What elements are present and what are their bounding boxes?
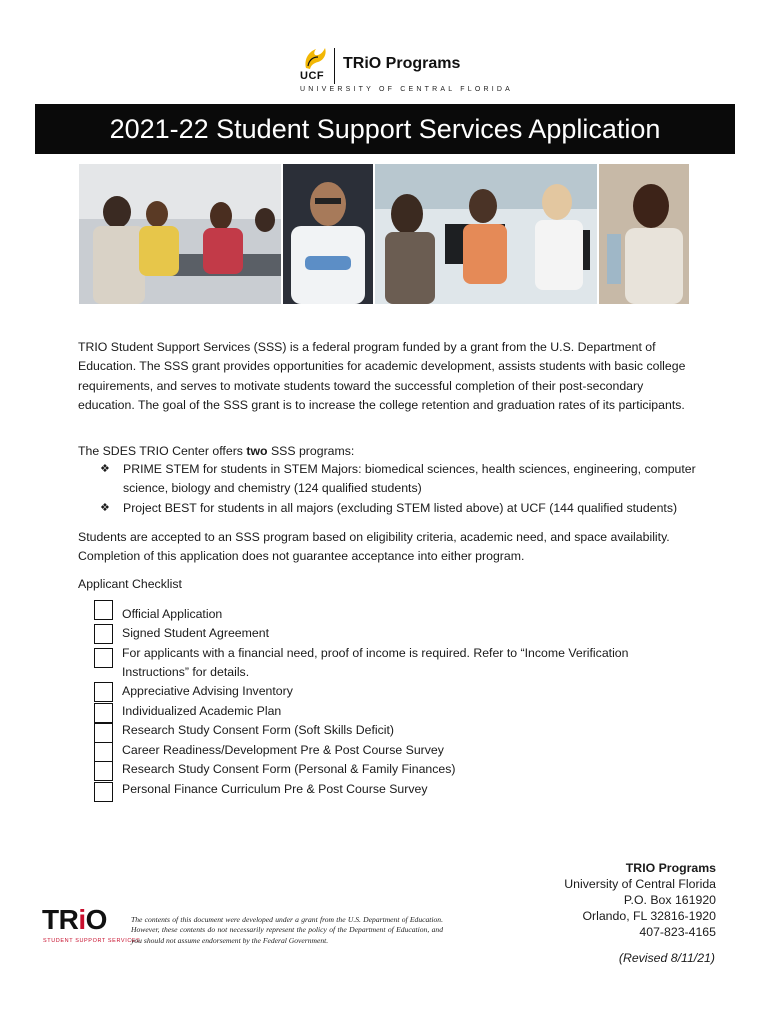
trio-sss-logo (42, 904, 141, 948)
checklist-item-label: Research Study Consent Form (Personal & Family Finances) (122, 762, 456, 776)
list-item (100, 460, 700, 499)
acceptance-paragraph: Students are accepted to an SSS program based on eligibility criteria, academic need, and space availability. Completion of this application does not guarantee acceptance into either program. (78, 530, 670, 564)
programs-intro-prefix: The SDES TRIO Center offers (78, 444, 247, 458)
university-line: UNIVERSITY OF CENTRAL FLORIDA (300, 86, 513, 93)
federal-disclaimer: The contents of this document were developed under a grant from the U.S. Department of Education. However, these contents do not necessarily represent the policy of the Department of Education, and you should not assume endorsement by the Federal Government. (131, 915, 443, 945)
address-line: Orlando, FL 32816-1920 (582, 909, 716, 923)
checklist-item-label: Signed Student Agreement (122, 626, 269, 640)
logo-divider (334, 48, 335, 84)
checkbox-finance-survey[interactable] (94, 782, 113, 802)
trio-logo-subtitle: STUDENT SUPPORT SERVICES (43, 938, 141, 944)
address-line: University of Central Florida (564, 877, 716, 891)
checklist-item-label: For applicants with a financial need, proof of income is required. Refer to “Income Verification (122, 646, 629, 660)
checkbox-academic-plan[interactable] (94, 703, 113, 723)
programs-intro-suffix: SSS programs: (267, 444, 355, 458)
program-name: TRiO Programs (343, 55, 461, 72)
programs-intro (78, 442, 688, 461)
checkbox-career-survey[interactable] (94, 742, 113, 762)
photo-lab-student (283, 164, 373, 304)
ucf-text: UCF (300, 70, 325, 82)
program-text: PRIME STEM for students in STEM Majors: biomedical sciences, health sciences, engineering, computer science, biology and chemistry (124 qualified students) (123, 462, 696, 496)
photo-students-studying (79, 164, 281, 304)
checklist-item-label: Career Readiness/Development Pre & Post Course Survey (122, 743, 444, 757)
checklist-item-label: Appreciative Advising Inventory (122, 684, 293, 698)
checklist-item-label: Personal Finance Curriculum Pre & Post Course Survey (122, 782, 428, 796)
diamond-bullet-icon: ❖ (100, 501, 110, 514)
address-line: P.O. Box 161920 (623, 893, 716, 907)
mailing-address (520, 860, 716, 940)
programs-list (100, 460, 700, 518)
program-text: Project BEST for students in all majors (excluding STEM listed above) at UCF (144 qualified students) (123, 500, 678, 515)
checkbox-proof-of-income[interactable] (94, 648, 113, 668)
trio-logo-tr: TR (42, 904, 79, 935)
ucf-trio-logo (300, 46, 513, 98)
checkbox-official-application[interactable] (94, 600, 113, 620)
trio-logo-o: O (85, 904, 107, 935)
checklist-item-label: Individualized Academic Plan (122, 704, 282, 718)
checkbox-consent-soft-skills[interactable] (94, 723, 113, 743)
checklist-item-label: Research Study Consent Form (Soft Skills Deficit) (122, 723, 394, 737)
trio-logo-word (42, 904, 107, 936)
checklist-heading: Applicant Checklist (78, 577, 182, 591)
checkbox-consent-finances[interactable] (94, 761, 113, 781)
programs-intro-emphasis: two (246, 444, 268, 458)
intro-paragraph: TRIO Student Support Services (SSS) is a federal program funded by a grant from the U.S. Department of Education. The SSS grant provides opportunities for academic development, assists students with basic college requirements, and serves to motivate students toward the successful completion of their post-secondary education. The goal of the SSS grant is to increase the college retention and graduation rates of its participants. (78, 340, 686, 412)
diamond-bullet-icon: ❖ (100, 463, 110, 475)
address-org: TRIO Programs (625, 861, 716, 875)
trio-logo-i: i (78, 904, 86, 935)
title-banner (35, 104, 735, 154)
photo-science-student (599, 164, 689, 304)
revision-date: (Revised 8/11/21) (618, 951, 715, 965)
checkbox-student-agreement[interactable] (94, 624, 113, 644)
photo-computer-lab (375, 164, 597, 304)
page-title: 2021-22 Student Support Services Application (109, 113, 661, 144)
checklist-item-label: Instructions” for details. (122, 665, 250, 679)
list-item (100, 499, 700, 518)
address-phone: 407-823-4165 (639, 925, 716, 939)
student-photo-strip (79, 164, 689, 304)
checkbox-advising-inventory[interactable] (94, 682, 113, 702)
checklist-item-label: Official Application (122, 607, 223, 621)
